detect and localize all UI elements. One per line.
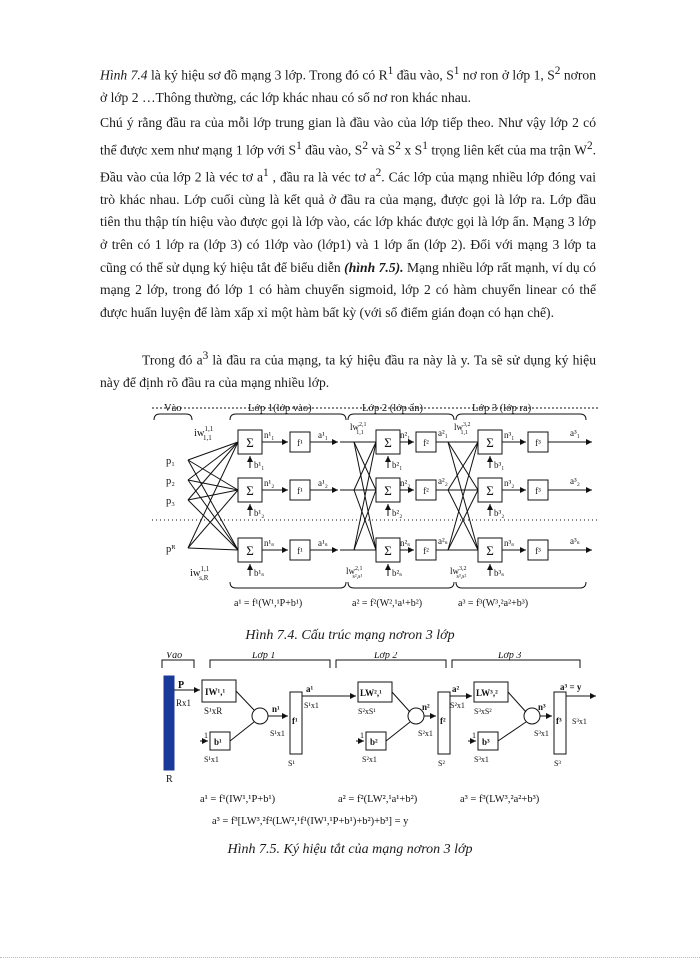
- output-y: a³ = y: [560, 682, 582, 692]
- svg-text:a³₁: a³₁: [570, 428, 580, 438]
- svg-text:f³: f³: [535, 438, 541, 448]
- svg-text:n²₂: n²₂: [400, 478, 411, 488]
- svg-text:n³: n³: [538, 702, 546, 712]
- equation-layer2: a² = f²(LW²,¹a¹+b²): [338, 794, 418, 805]
- svg-text:S¹xR: S¹xR: [204, 706, 223, 716]
- svg-text:S²x1: S²x1: [450, 701, 465, 710]
- input-pr: pᴿ: [166, 544, 176, 555]
- figure-7-5-diagram: [160, 652, 600, 832]
- layer2-title: Lớp 2 (lớp ẩn): [362, 403, 423, 414]
- layer1-title: Lớp 1: [252, 652, 276, 661]
- svg-text:1: 1: [204, 731, 208, 740]
- svg-text:S³x1: S³x1: [534, 729, 549, 738]
- paragraph-output: Trong đó $a^3$ là đầu ra của mạng, ta ký hiệu đầu ra này là y. Ta sẽ sử dụng ký hiệu này để định rõ đầu ra của mạng nhiều lớp.: [100, 350, 596, 391]
- layer1-to-layer2-connections: [340, 442, 376, 550]
- equation-layer3: a³ = f³(W³,²a²+b³): [458, 598, 529, 609]
- weight-lw2-bottom: lw$^{2,1}$ s²,s¹: [346, 566, 363, 580]
- svg-text:S²: S²: [438, 759, 445, 768]
- figure-7-4-diagram: [150, 400, 600, 620]
- svg-text:a³₂: a³₂: [570, 476, 580, 486]
- svg-text:b¹₂: b¹₂: [254, 508, 265, 518]
- svg-text:n³₁: n³₁: [504, 430, 515, 440]
- svg-text:b³ₛ: b³ₛ: [494, 568, 505, 578]
- bias-b1: b¹: [214, 737, 222, 747]
- svg-text:f³: f³: [535, 546, 541, 556]
- svg-text:b¹ₛ: b¹ₛ: [254, 568, 265, 578]
- svg-text:n²₁: n²₁: [400, 430, 411, 440]
- svg-text:n¹₁: n¹₁: [264, 430, 275, 440]
- svg-text:a¹₁: a¹₁: [318, 430, 328, 440]
- svg-text:S¹x1: S¹x1: [270, 729, 285, 738]
- transfer-f1: f¹: [292, 716, 298, 726]
- layer3-title: Lớp 3 (lớp ra): [472, 403, 532, 414]
- input-p: P: [178, 680, 185, 691]
- svg-text:a²₂: a²₂: [438, 476, 448, 486]
- svg-text:a³ₛ: a³ₛ: [570, 536, 580, 546]
- svg-text:1: 1: [472, 731, 476, 740]
- layer2-to-layer3-connections: [448, 442, 478, 550]
- svg-text:1: 1: [360, 731, 364, 740]
- weight-lw2-top: lw$^{2,1}$ 1,1: [350, 422, 367, 436]
- svg-text:S³x1: S³x1: [474, 755, 489, 764]
- sum-node: Σ: [246, 435, 254, 450]
- figure-7-5-caption: Hình 7.5. Ký hiệu tắt của mạng nơron 3 lớp: [227, 842, 473, 857]
- figure-reference[interactable]: Hình 7.4: [100, 67, 148, 83]
- svg-text:f²: f²: [423, 546, 429, 556]
- svg-text:b³₁: b³₁: [494, 460, 505, 470]
- equation-full: a³ = f³[LW³,²f²(LW²,¹f¹(IW¹,¹P+b¹)+b²)+b³] = y: [212, 816, 409, 827]
- svg-text:b¹₁: b¹₁: [254, 460, 265, 470]
- input-p2: p₂: [166, 476, 175, 487]
- svg-text:R: R: [166, 774, 173, 785]
- layer3-title: Lớp 3: [498, 652, 522, 661]
- svg-text:S²x1: S²x1: [362, 755, 377, 764]
- svg-text:Rx1: Rx1: [176, 698, 192, 708]
- svg-text:a²ₛ: a²ₛ: [438, 536, 448, 546]
- bias-b2: b²: [370, 737, 378, 747]
- sum-node: Σ: [486, 543, 494, 558]
- vao-label: Vào: [164, 403, 182, 414]
- weight-iw-top: iw$^{1,1}$ 1,1: [194, 425, 213, 442]
- figure-7-4-caption: Hình 7.4. Cấu trúc mạng nơron 3 lớp: [245, 628, 455, 643]
- svg-text:f¹: f¹: [297, 486, 303, 496]
- svg-text:S¹x1: S¹x1: [304, 701, 319, 710]
- page-bottom-border: [0, 957, 700, 958]
- weight-iw: IW¹,¹: [205, 687, 226, 697]
- svg-text:S³: S³: [554, 759, 561, 768]
- sum-node: Σ: [246, 483, 254, 498]
- svg-text:a²: a²: [452, 684, 460, 694]
- weight-iw-bottom: iw$^{1,1}$ s,R: [190, 565, 210, 582]
- paragraph-intro: Hình 7.4 là ký hiệu sơ đồ mạng 3 lớp. Trong đó có $R^1$ đầu vào, $S^1$ nơ ron ở lớp 1, $S^2$ nơron ở lớp 2 …Thông thường, các lớp khác nhau có số nơ ron khác nhau.: [100, 65, 596, 106]
- svg-text:S³xS²: S³xS²: [474, 707, 492, 716]
- equation-layer2: a² = f²(W²,¹a¹+b²): [352, 598, 423, 609]
- svg-text:f¹: f¹: [297, 546, 303, 556]
- svg-text:n²ₛ: n²ₛ: [400, 538, 411, 548]
- sum-node: Σ: [384, 483, 392, 498]
- equation-layer1: a¹ = f¹(IW¹,¹P+b¹): [200, 794, 276, 805]
- svg-text:S¹x1: S¹x1: [204, 755, 219, 764]
- svg-text:n³₂: n³₂: [504, 478, 515, 488]
- transfer-f2: f²: [440, 716, 446, 726]
- svg-text:b²₁: b²₁: [392, 460, 403, 470]
- svg-text:n¹: n¹: [272, 704, 280, 714]
- svg-text:a¹: a¹: [306, 684, 314, 694]
- layer1-title: Lớp 1(lớp vào): [248, 403, 312, 414]
- equation-layer3: a³ = f³(LW³,²a²+b³): [460, 794, 540, 805]
- svg-text:b³₂: b³₂: [494, 508, 505, 518]
- weight-lw3-bottom: lw$^{3,2}$ s³,s²: [450, 566, 467, 580]
- sum-node: Σ: [384, 435, 392, 450]
- svg-text:S²xS¹: S²xS¹: [358, 707, 376, 716]
- svg-text:b²₂: b²₂: [392, 508, 403, 518]
- sum-node: Σ: [384, 543, 392, 558]
- weight-lw2: LW²,¹: [360, 688, 382, 698]
- sum-node: Σ: [486, 483, 494, 498]
- svg-text:a¹₂: a¹₂: [318, 478, 328, 488]
- svg-text:f²: f²: [423, 438, 429, 448]
- sum-node: Σ: [486, 435, 494, 450]
- input-p1: p₁: [166, 456, 175, 467]
- svg-text:S²x1: S²x1: [418, 729, 433, 738]
- weight-lw3: LW³,²: [476, 688, 498, 698]
- svg-text:f³: f³: [535, 486, 541, 496]
- transfer-f3: f³: [556, 716, 562, 726]
- weight-lw3-top: lw$^{3,2}$ 1,1: [454, 422, 471, 436]
- sum-node: Σ: [246, 543, 254, 558]
- svg-text:n²: n²: [422, 702, 430, 712]
- svg-text:S¹: S¹: [288, 759, 295, 768]
- svg-text:n¹ₛ: n¹ₛ: [264, 538, 275, 548]
- svg-text:n¹₂: n¹₂: [264, 478, 275, 488]
- bias-b3: b³: [482, 737, 490, 747]
- input-connections: [188, 442, 238, 550]
- equation-layer1: a¹ = f¹(W¹,¹P+b¹): [234, 598, 303, 609]
- svg-text:f¹: f¹: [297, 438, 303, 448]
- input-p3: p₃: [166, 496, 175, 507]
- svg-text:b²ₛ: b²ₛ: [392, 568, 403, 578]
- layer2-title: Lớp 2: [374, 652, 398, 661]
- svg-text:S³x1: S³x1: [572, 717, 587, 726]
- svg-text:f²: f²: [423, 486, 429, 496]
- figure-reference[interactable]: (hình 7.5).: [344, 259, 404, 275]
- vao-label: Vào: [166, 652, 183, 661]
- svg-text:a²₁: a²₁: [438, 428, 448, 438]
- svg-text:n³ₛ: n³ₛ: [504, 538, 515, 548]
- svg-text:a¹ₛ: a¹ₛ: [318, 538, 328, 548]
- paragraph-layers: Chú ý rằng đầu ra của mỗi lớp trung gian là đầu vào của lớp tiếp theo. Như vậy lớp 2 có thể được xem như mạng 1 lớp với $S^1$ đầu vào, $S^2$ và $S^2$ x $S^1$ trọng liên kết của ma trận $W^2$. Đầu vào của lớp 2 là véc tơ $a^1$ , đầu ra là véc tơ $a^2$. Các lớp của mạng nhiều lớp đóng vai trò khác nhau. Lớp cuối cùng là kết quả ở đầu ra của mạng, được gọi là lớp ra. Lớp đầu tiên thu thập tín hiệu vào được gọi là lớp vào, các lớp khác được gọi là lớp ẩn. Mạng 3 lớp ở trên có 1 lớp ra (lớp 3) có 1lớp vào (lớp1) và 1 lớp ẩn (lớp 2). Đối với mạng 3 lớp ta cũng có thể sử dụng ký hiệu tắt để biểu diễn (hình 7.5). Mạng nhiều lớp rất mạnh, ví dụ có mạng 2 lớp, trong đó lớp 1 có hàm chuyển sigmoid, lớp 2 có hàm chuyển linear có thể được huấn luyện để làm xấp xỉ một hàm bất kỳ (với số điểm gián đoạn có hạn chế).: [100, 115, 597, 320]
